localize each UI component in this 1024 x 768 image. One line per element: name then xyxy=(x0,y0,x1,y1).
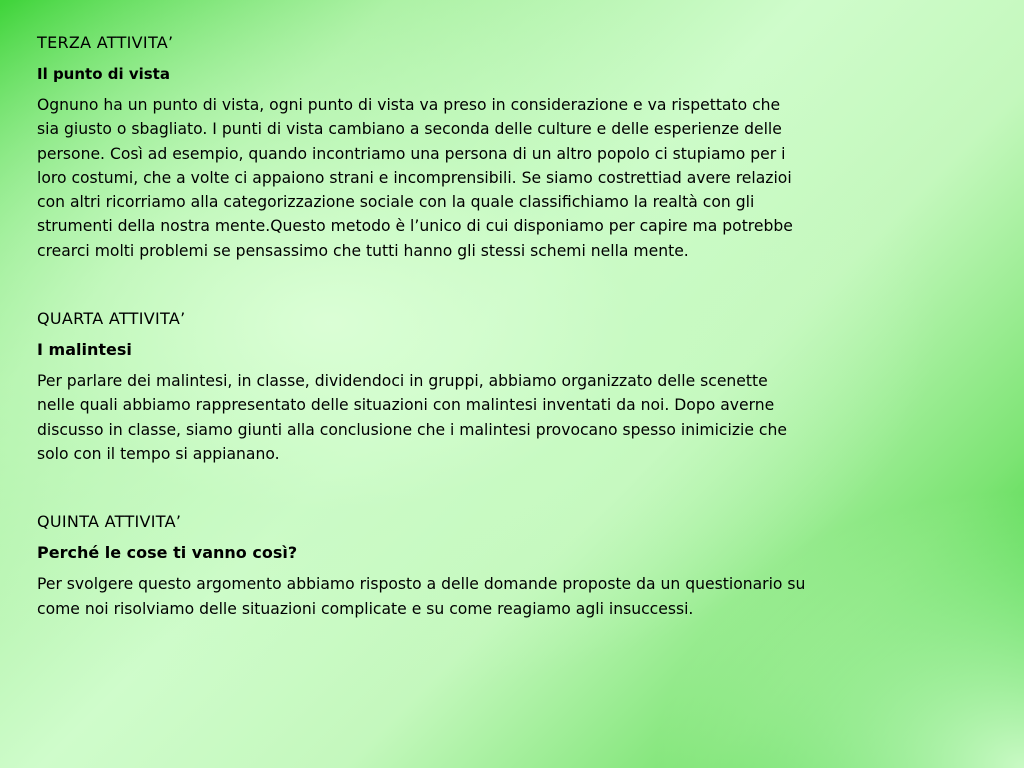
section-heading: QUINTA ATTIVITA’ xyxy=(37,512,182,532)
section-subheading: Perché le cose ti vanno così? xyxy=(37,543,298,563)
section-quinta-attivita xyxy=(37,510,937,621)
section-paragraph: Ognuno ha un punto di vista, ogni punto di vista va preso in considerazione e va rispettato che sia giusto o sbagliato. I punti di vista cambiano a seconda delle culture e delle esperienze delle persone. Così ad esempio, quando incontriamo una persona di un altro popolo ci stupiamo per i loro costumi, che a volte ci appaiono strani e incomprensibili. Se siamo costrettiad avere relazioi con altri ricorriamo alla categorizzazione sociale con la quale classifichiamo la realtà con gli strumenti della nostra mente.Questo metodo è l’unico di cui disponiamo per capire ma potrebbe crearci molti problemi se pensassimo che tutti hanno gli stessi schemi nella mente. xyxy=(37,96,793,260)
section-spacer xyxy=(37,466,937,510)
section-paragraph: Per parlare dei malintesi, in classe, dividendoci in gruppi, abbiamo organizzato delle scenette nelle quali abbiamo rappresentato delle situazioni con malintesi inventati da noi. Dopo averne discusso in classe, siamo giunti alla conclusione che i malintesi provocano spesso inimicizie che solo con il tempo si appianano. xyxy=(37,372,787,463)
section-quarta-attivita xyxy=(37,307,937,466)
section-subheading: Il punto di vista xyxy=(37,65,170,83)
slide-content xyxy=(37,31,937,621)
section-spacer xyxy=(37,263,937,307)
section-paragraph: Per svolgere questo argomento abbiamo risposto a delle domande proposte da un questionario su come noi risolviamo delle situazioni complicate e su come reagiamo agli insuccessi. xyxy=(37,575,806,618)
section-heading: QUARTA ATTIVITA’ xyxy=(37,309,186,329)
section-heading: TERZA ATTIVITA’ xyxy=(37,33,174,52)
section-subheading: I malintesi xyxy=(37,340,132,360)
section-terza-attivita xyxy=(37,31,937,263)
